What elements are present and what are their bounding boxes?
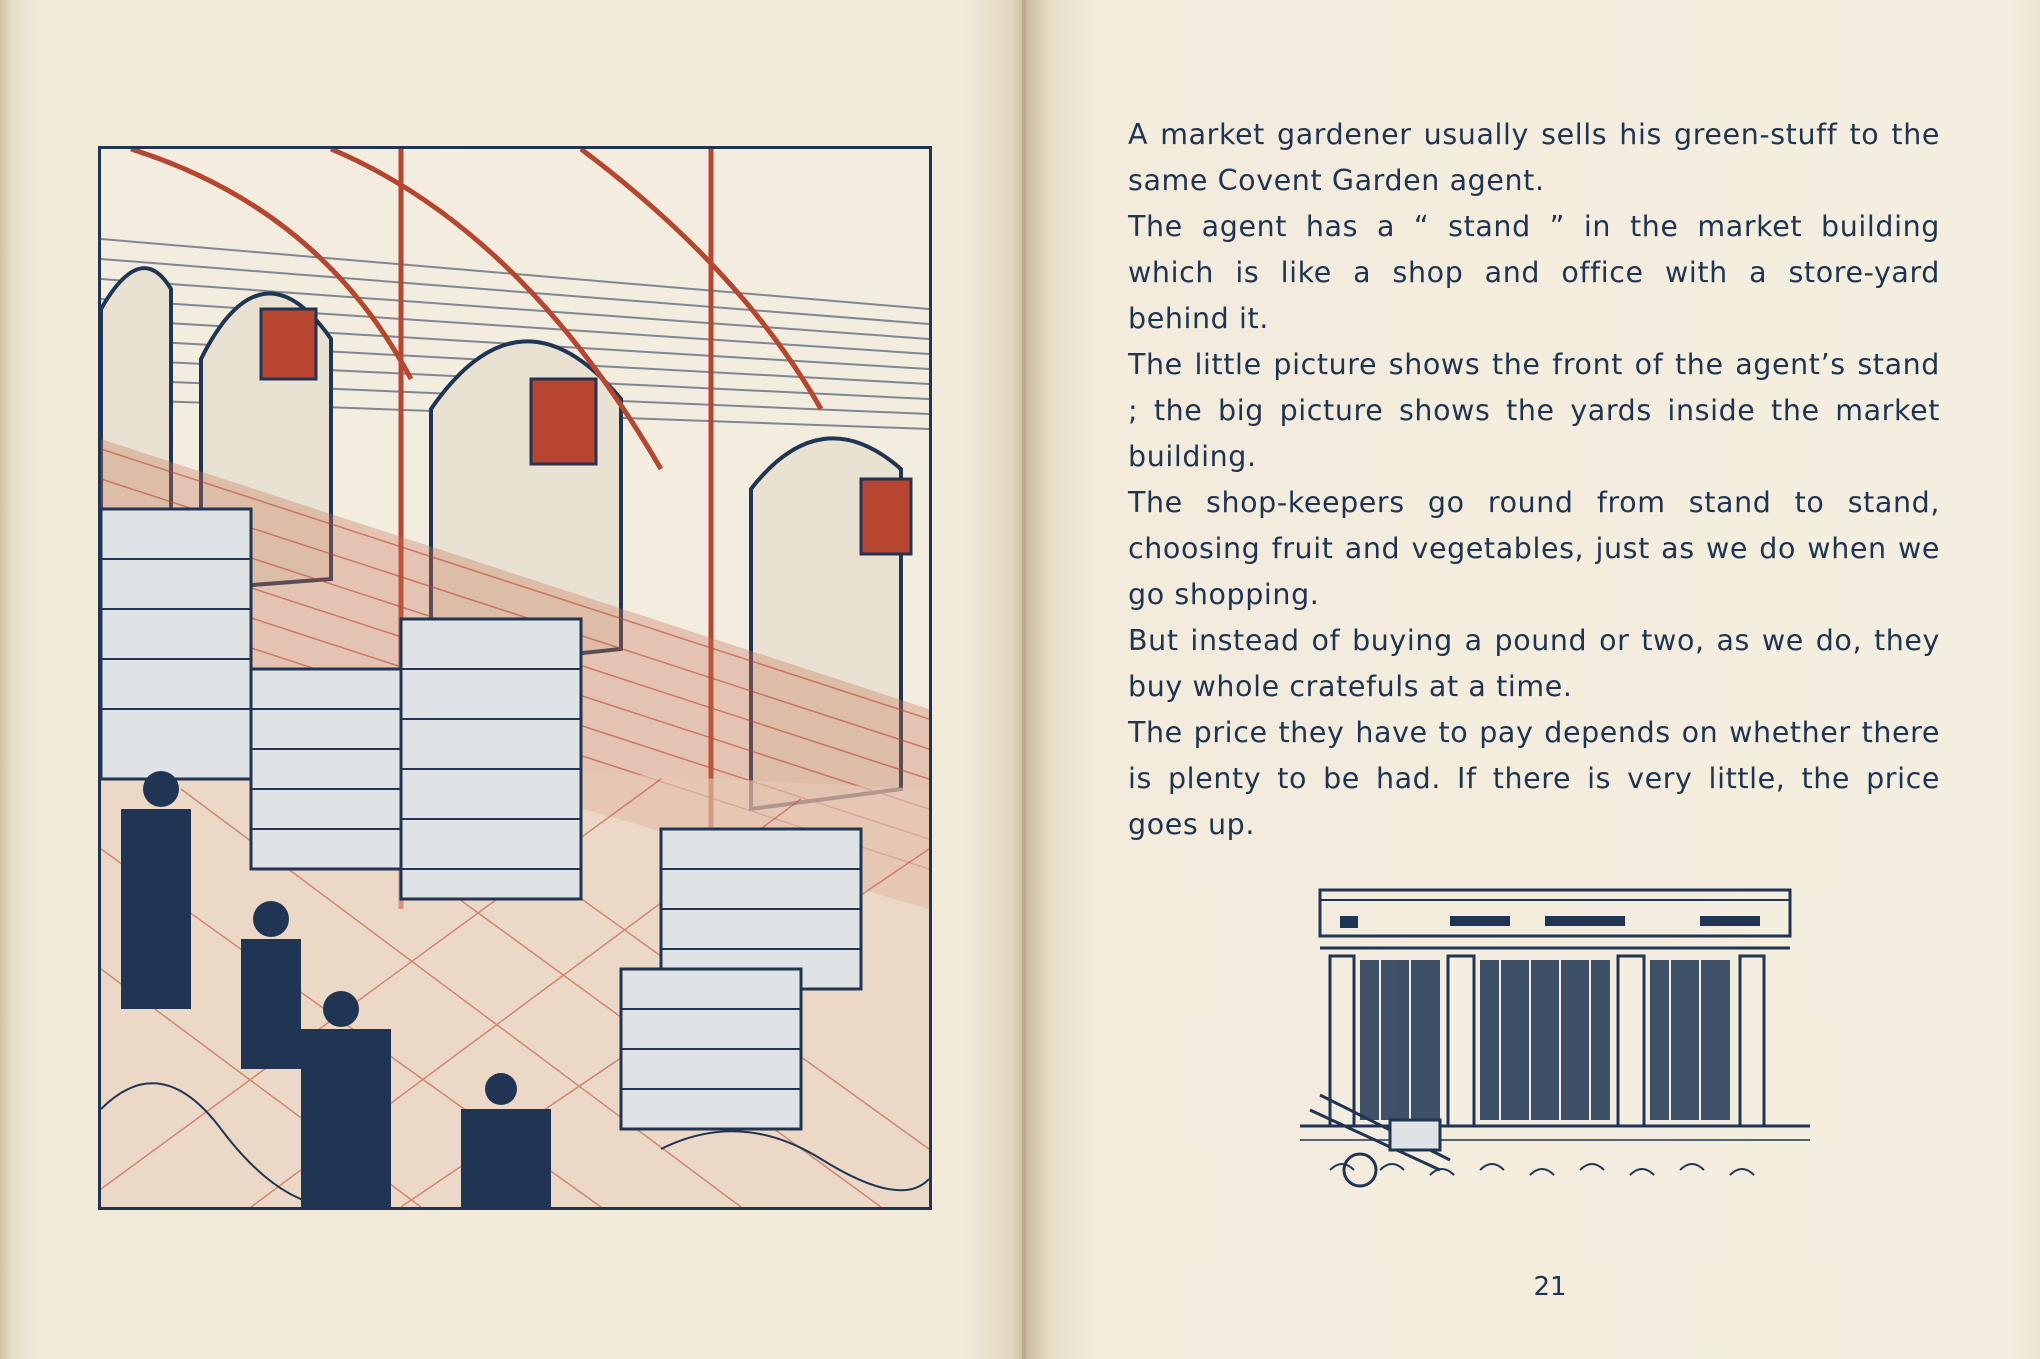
paragraph: The price they have to pay depends on whether there is plenty to be had. If there is very little, the price goes up. [1128, 716, 1940, 841]
paragraph: A market gardener usually sells his green-stuff to the same Covent Garden agent. [1128, 118, 1940, 197]
paragraph: But instead of buying a pound or two, as we do, they buy whole cratefuls at a time. [1128, 624, 1940, 703]
agent-stand-drawing [1300, 870, 1820, 1200]
paragraph: The shop-keepers go round from stand to stand, choosing fruit and vegetables, just as we do when we go shopping. [1128, 486, 1940, 611]
page-number: 21 [1533, 1272, 1567, 1302]
paragraph: The agent has a “ stand ” in the market building which is like a shop and office with a store-yard behind it. [1128, 210, 1940, 335]
market-interior-illustration [98, 146, 932, 1210]
body-text [1128, 112, 1940, 848]
market-interior-drawing [101, 149, 929, 1207]
paragraph: The little picture shows the front of the agent’s stand ; the big picture shows the yards inside the market building. [1128, 348, 1940, 473]
agent-stand-front-illustration [1300, 870, 1820, 1200]
